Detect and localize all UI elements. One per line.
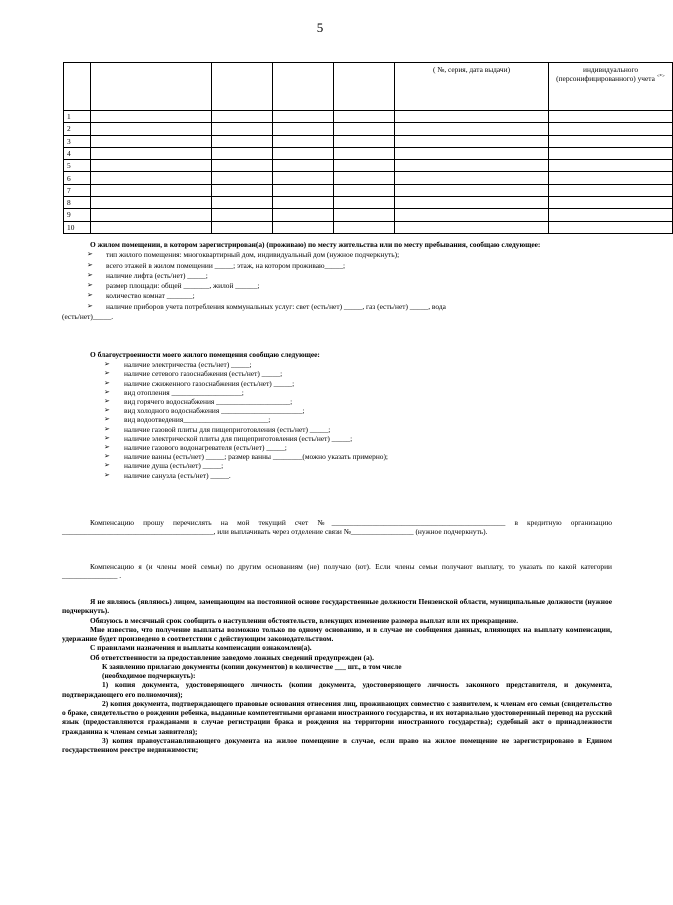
table-cell [212,184,273,196]
table-cell [212,63,273,111]
statement-one-ground: Мне известно, что получение выплаты возможно только по одному основанию, и в случае не сообщения данных, влияющих на выплату компенсации, удержание будет произведено в соответствии с действующим законодательством. [62,624,612,643]
table-cell [395,160,549,172]
list-item [62,250,612,260]
row-number: 10 [64,221,91,233]
arrow-bullet-icon: ➢ [87,270,93,279]
housing-tail: (есть/нет)_____. [62,312,114,322]
table-cell [395,147,549,159]
statement-rules: С правилами назначения и выплаты компенсации ознакомлен(а). [90,643,312,653]
list-item-text: наличие газового водонагревателя (есть/нет) _____; [124,442,287,452]
table-cell [395,209,549,221]
table-cell [549,172,673,184]
housing-section [62,240,612,321]
table-cell [91,63,212,111]
statements-section [62,597,612,754]
amenities-list [62,360,612,479]
table-row [64,147,673,159]
table-cell [91,209,212,221]
table-cell [334,147,395,159]
table-cell [549,123,673,135]
table-cell [273,111,334,123]
table-row [64,221,673,233]
list-item [62,360,612,369]
table-cell [334,209,395,221]
other-grounds-paragraph [62,562,612,581]
arrow-bullet-icon: ➢ [104,470,110,479]
list-item [62,271,612,281]
payment-text: Компенсацию прошу перечислять на мой текущий счет №_______________________________________________ в кредитную организацию _________________________________________, или выплачивать через отделение связи №_________________ (нужное подчеркнуть). [62,518,612,537]
row-number: 4 [64,147,91,159]
list-item-text: наличие электричества (есть/нет) _____; [124,360,252,370]
arrow-bullet-icon: ➢ [104,461,110,470]
table-cell [273,123,334,135]
arrow-bullet-icon: ➢ [104,397,110,405]
list-item [62,406,612,415]
table-cell [334,135,395,147]
arrow-bullet-icon: ➢ [104,378,110,387]
table-cell [91,123,212,135]
table-cell [91,172,212,184]
list-item [62,291,612,301]
arrow-bullet-icon: ➢ [104,360,110,369]
table-cell [549,160,673,172]
table-cell [212,221,273,233]
table-cell [549,209,673,221]
table-cell [395,197,549,209]
attachment-3: 3) копия правоустанавливающего документа на жилое помещение в случае, если право на жилое помещение не зарегистрировано в Едином государственном реестре недвижимости; [62,735,612,754]
list-item [62,369,612,378]
arrow-bullet-icon: ➢ [104,424,110,433]
list-item [62,388,612,397]
list-item-text: наличие сжиженного газоснабжения (есть/нет) _____; [124,378,295,388]
table-row [64,197,673,209]
table-row [64,123,673,135]
row-number: 8 [64,197,91,209]
list-item [62,397,612,406]
amenities-section [62,350,612,480]
arrow-bullet-icon: ➢ [87,291,93,300]
table-header-snils: индивидуального (персонифицированного) учета <*> [549,63,673,111]
arrow-bullet-icon: ➢ [104,406,110,415]
table-cell [273,221,334,233]
list-item-text: всего этажей в жилом помещении _____; этаж, на котором проживаю_____; [106,260,346,270]
table-cell [212,147,273,159]
list-item [62,434,612,443]
amenities-intro: О благоустроенности моего жилого помещения сообщаю следующее: [90,350,320,359]
arrow-bullet-icon: ➢ [87,281,93,290]
table-cell [91,184,212,196]
table-cell [395,172,549,184]
table-cell [395,221,549,233]
list-item-text: вид водоотведения_______________________; [124,415,271,425]
list-item [62,302,612,312]
table-cell [91,147,212,159]
statement-liability: Об ответственности за предоставление заведомо ложных сведений предупрежден (а). [90,652,374,662]
table-cell [549,147,673,159]
table-row [64,184,673,196]
row-number: 1 [64,111,91,123]
list-item-text: вид горячего водоснабжения ____________________; [124,397,293,406]
attachment-2: 2) копия документа, подтверждающего правовые основания отнесения лиц, проживающих совместно с заявителем, к членам его семьи (свидетельство о браке, свидетельство о рождении ребенка, выданные компетентными органами иностранного государства, и их нотариально удостоверенный перевод на русский язык (предоставляются гражданами в случае регистрации брака и рождения на территории иностранного государства); судебный акт о принадлежности гражданина к членам семьи заявителя); [62,698,612,736]
list-item [62,425,612,434]
table-cell [212,197,273,209]
table-cell [334,123,395,135]
list-item [62,379,612,388]
table-cell [91,197,212,209]
table-cell [549,221,673,233]
table-header-identity: ( №, серия, дата выдачи) [395,63,549,111]
table-cell [91,160,212,172]
table-cell [212,111,273,123]
table-cell [334,63,395,111]
table-cell [395,123,549,135]
table-cell [91,135,212,147]
table-row [64,172,673,184]
list-item-text: наличие электрической плиты для пищеприготовления (есть/нет) _____; [124,433,353,443]
list-item-text: размер площади: общей _______, жилой ______; [106,281,260,291]
table-cell [334,221,395,233]
list-item-text: наличие душа (есть/нет) _____; [124,461,224,471]
table-row [64,160,673,172]
arrow-bullet-icon: ➢ [104,387,110,396]
table-cell [273,160,334,172]
table-cell [273,147,334,159]
statement-civil-servant: Я не являюсь (являюсь) лицом, замещающим на постоянной основе государственные должности Пензенской области, муниципальные должности (нужное подчеркнуть). [62,597,612,616]
table-cell [334,160,395,172]
list-item-text: наличие лифта (есть/нет) _____; [106,270,208,280]
housing-list [62,250,612,312]
table-cell [549,184,673,196]
list-item [62,471,612,480]
table-cell [395,184,549,196]
list-item [62,443,612,452]
table-cell [273,63,334,111]
arrow-bullet-icon: ➢ [104,433,110,442]
housing-intro: О жилом помещении, в котором зарегистрирован(а) (проживаю) по месту жительства или по месту пребывания, сообщаю следующее: [90,240,541,249]
arrow-bullet-icon: ➢ [104,415,110,424]
statement-underline-note: (необходимое подчеркнуть): [102,671,196,680]
table-cell [334,197,395,209]
table-header-row [64,63,673,111]
table-cell [64,63,91,111]
family-members-table [63,62,673,234]
table-row [64,135,673,147]
list-item-text: наличие приборов учета потребления коммунальных услуг: свет (есть/нет) _____, газ (есть/нет) _____, вода [106,301,446,311]
table-cell [273,197,334,209]
arrow-bullet-icon: ➢ [87,250,93,259]
page-number: 5 [316,20,324,35]
table-cell [395,111,549,123]
table-row [64,111,673,123]
list-item-text: наличие ванны (есть/нет) _____; размер ванны ________(можно указать примерно); [124,452,388,462]
list-item-text: тип жилого помещения: многоквартирный дом, индивидуальный дом (нужное подчеркнуть); [106,250,400,260]
table-cell [334,111,395,123]
arrow-bullet-icon: ➢ [104,452,110,461]
table-cell [549,197,673,209]
list-item [62,452,612,461]
table-row [64,209,673,221]
table-cell [212,209,273,221]
table-cell [273,184,334,196]
table-cell [273,172,334,184]
row-number: 5 [64,160,91,172]
table-cell [334,172,395,184]
list-item-text: вид отопления ___________________; [124,387,244,397]
arrow-bullet-icon: ➢ [104,442,110,451]
row-number: 3 [64,135,91,147]
table-cell [273,135,334,147]
list-item-text: наличие газовой плиты для пищеприготовления (есть/нет) _____; [124,424,331,434]
statement-attachments: К заявлению прилагаю документы (копии документов) в количестве ___ шт., в том числе [102,661,402,671]
table-cell [91,221,212,233]
arrow-bullet-icon: ➢ [87,301,93,310]
payment-paragraph [62,518,612,537]
table-cell [91,111,212,123]
table-cell [334,184,395,196]
table-cell [212,135,273,147]
table-cell [549,135,673,147]
list-item-text: наличие санузла (есть/нет) _____. [124,470,231,480]
row-number: 7 [64,184,91,196]
list-item [62,461,612,470]
table-cell [212,160,273,172]
table-cell [273,209,334,221]
statement-notify: Обязуюсь в месячный срок сообщить о наступлении обстоятельств, влекущих изменение размера выплат или их прекращение. [90,615,519,625]
row-number: 2 [64,123,91,135]
list-item-text: наличие сетевого газоснабжения (есть/нет) _____; [124,369,283,379]
arrow-bullet-icon: ➢ [104,369,110,378]
table-cell [212,123,273,135]
attachment-1: 1) копия документа, удостоверяющего личность (копии документа, удостоверяющего личность законного представителя, и документа, подтверждающего его полномочия); [62,680,612,699]
row-number: 9 [64,209,91,221]
list-item-text: количество комнат _______; [106,291,195,301]
arrow-bullet-icon: ➢ [87,260,93,269]
table-cell [549,111,673,123]
list-item [62,261,612,271]
list-item [62,415,612,424]
list-item-text: вид холодного водоснабжения ______________________; [124,406,305,416]
table-cell [212,172,273,184]
table-cell [395,135,549,147]
list-item [62,281,612,291]
other-grounds-text: Компенсацию я (и члены моей семьи) по другим основаниям (не) получаю (ют). Если члены семьи получают выплату, то указать по какой категории _______________ . [62,562,612,581]
row-number: 6 [64,172,91,184]
